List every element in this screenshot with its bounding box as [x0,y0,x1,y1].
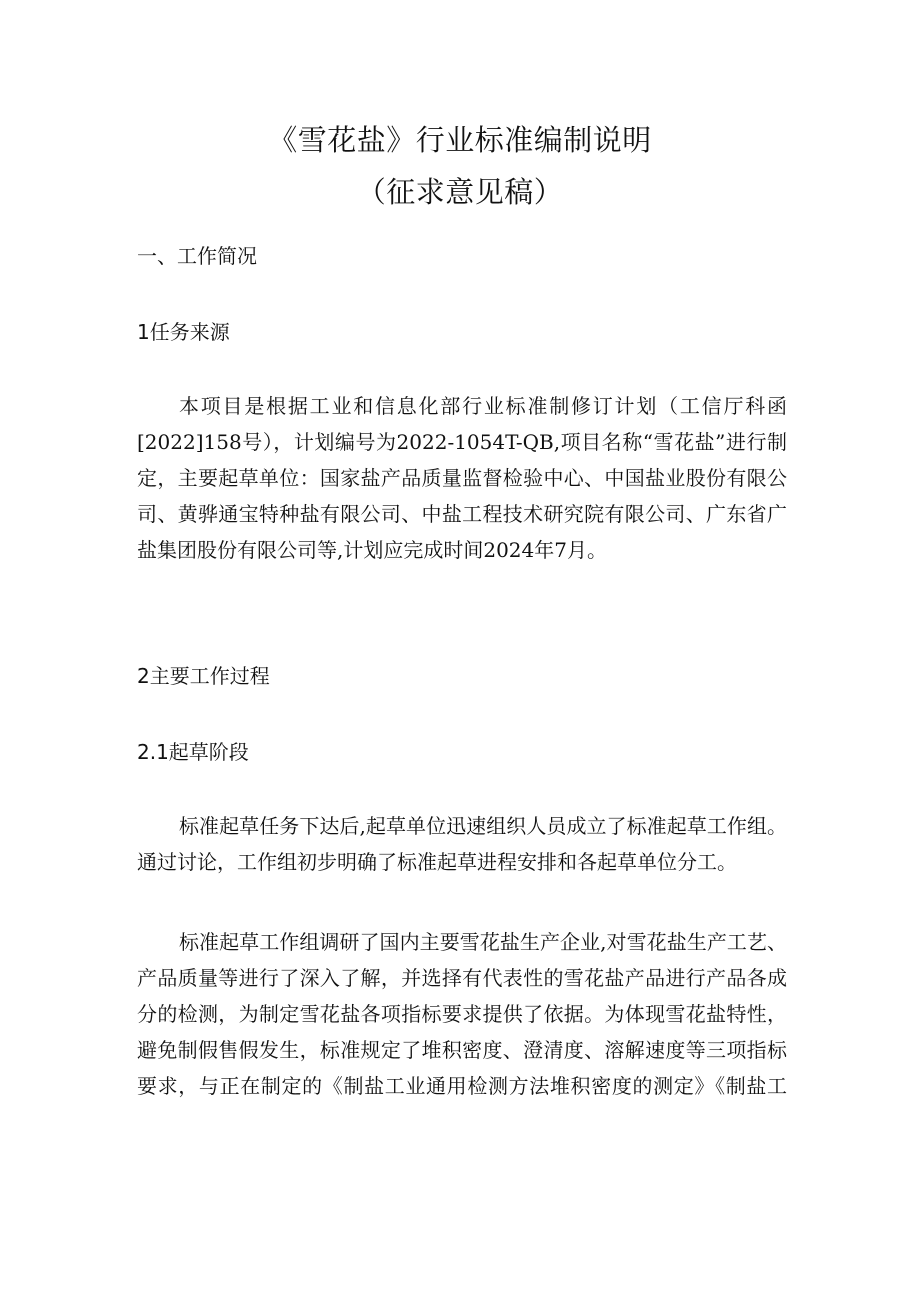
paragraph-drafting-team [137,808,787,880]
paragraph-line: 司、黄骅通宝特种盐有限公司、中盐工程技术研究院有限公司、广东省广 [137,502,787,526]
paragraph-line: 本项目是根据工业和信息化部行业标准制修订计划（工信厅科函 [179,394,787,418]
paragraph-line: 定，主要起草单位：国家盐产品质量监督检验中心、中国盐业股份有限公 [137,466,787,490]
paragraph-research [137,924,787,1104]
paragraph-line: 盐集团股份有限公司等,计划应完成时间2024年7月。 [137,538,607,562]
subsection-heading-task-source: 1任务来源 [137,320,230,344]
paragraph-line: 避免制假售假发生，标准规定了堆积密度、澄清度、溶解速度等三项指标 [137,1038,787,1062]
subsection-heading-main-work-process: 2主要工作过程 [137,664,270,688]
paragraph-line: 要求，与正在制定的《制盐工业通用检测方法堆积密度的测定》《制盐工 [137,1074,787,1098]
section-heading-work-overview: 一、工作简况 [137,244,257,268]
document-subtitle: （征求意见稿） [356,175,564,209]
paragraph-line: [2022]158号），计划编号为2022-1054T-QB,项目名称“雪花盐”进行制 [137,430,787,454]
paragraph-line: 产品质量等进行了深入了解，并选择有代表性的雪花盐产品进行产品各成 [137,966,787,990]
paragraph-line: 通过讨论，工作组初步明确了标准起草进程安排和各起草单位分工。 [137,850,737,874]
paragraph-line: 分的检测，为制定雪花盐各项指标要求提供了依据。为体现雪花盐特性， [137,1002,787,1026]
paragraph-task-source [137,388,787,568]
paragraph-line: 标准起草任务下达后,起草单位迅速组织人员成立了标准起草工作组。 [179,814,787,838]
paragraph-line: 标准起草工作组调研了国内主要雪花盐生产企业,对雪花盐生产工艺、 [179,930,787,954]
subsection-heading-drafting-stage: 2.1起草阶段 [137,740,249,764]
document-title: 《雪花盐》行业标准编制说明 [268,123,652,157]
